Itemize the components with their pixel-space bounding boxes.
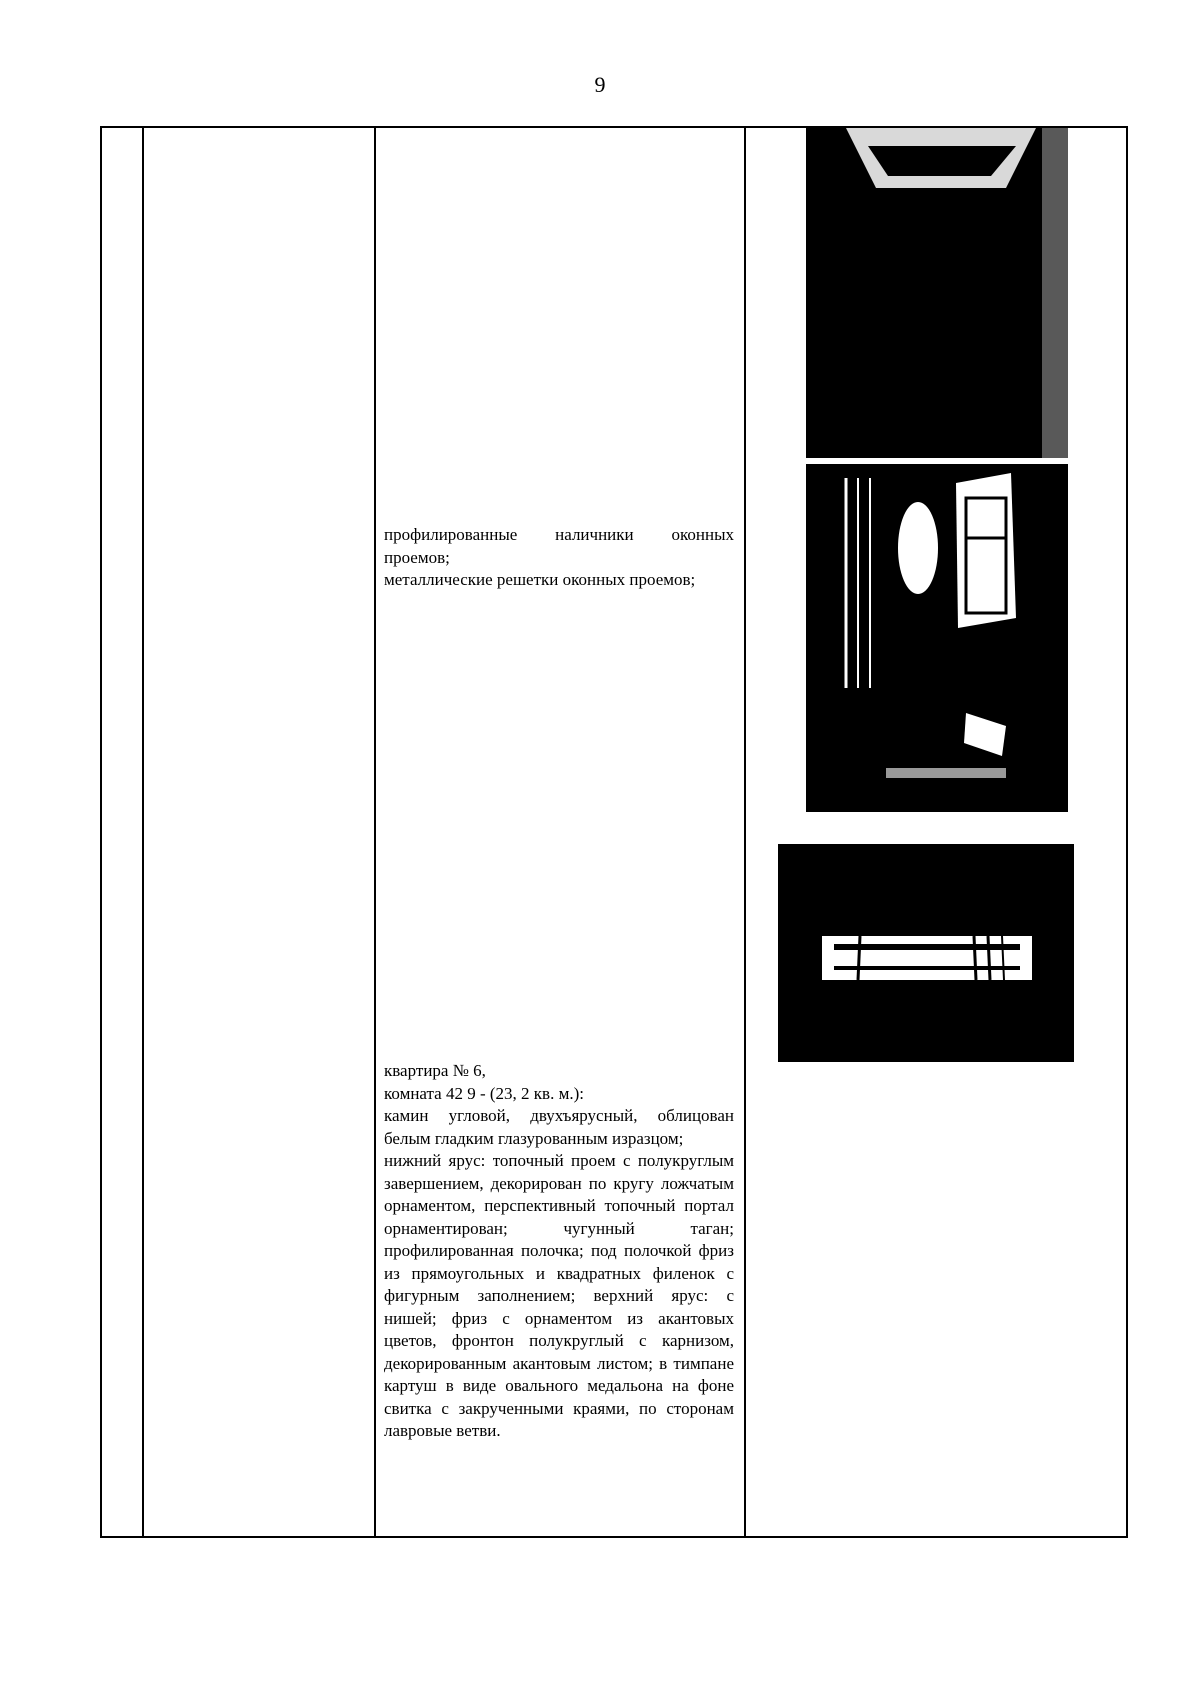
fireplace-frieze-photo bbox=[778, 844, 1074, 1062]
description-line: нижний ярус: топочный проем с полукруглым завершением, декорирован по кругу ложчатым орнаментом, перспективный топочный портал орнаментирован; чугунный таган; профилированная полочка; под полочкой фриз из прямоугольных и квадратных филенок с фигурным заполнением; верхний ярус: с нишей; фриз с орнаментом из акантовых цветов, фронтон полукруглый с карнизом, декорированным акантовым листом; в тимпане картуш в виде овального медальона на фоне свитка с закрученными краями, по сторонам лавровые ветви. bbox=[384, 1151, 734, 1440]
description-line: комната 42 9 - (23, 2 кв. м.): bbox=[384, 1083, 584, 1103]
fireplace-frieze-graphic bbox=[778, 844, 1074, 1062]
interior-photo-window bbox=[806, 128, 1068, 812]
description-line: камин угловой, двухъярусный, облицован белым гладким глазурованным изразцом; bbox=[384, 1106, 734, 1148]
interior-photo-window-graphic bbox=[806, 128, 1068, 812]
description-block-fireplace bbox=[384, 1060, 734, 1443]
description-line: металлические решетки оконных проемов; bbox=[384, 570, 696, 589]
description-line: профилированные наличники оконных проемов; bbox=[384, 525, 734, 567]
page-number: 9 bbox=[594, 72, 606, 97]
monument-table bbox=[100, 126, 1128, 1538]
column-divider bbox=[142, 128, 144, 1536]
column-divider bbox=[374, 128, 376, 1536]
column-divider bbox=[744, 128, 746, 1536]
description-block-windows bbox=[384, 524, 734, 592]
description-line: квартира № 6, bbox=[384, 1061, 486, 1080]
